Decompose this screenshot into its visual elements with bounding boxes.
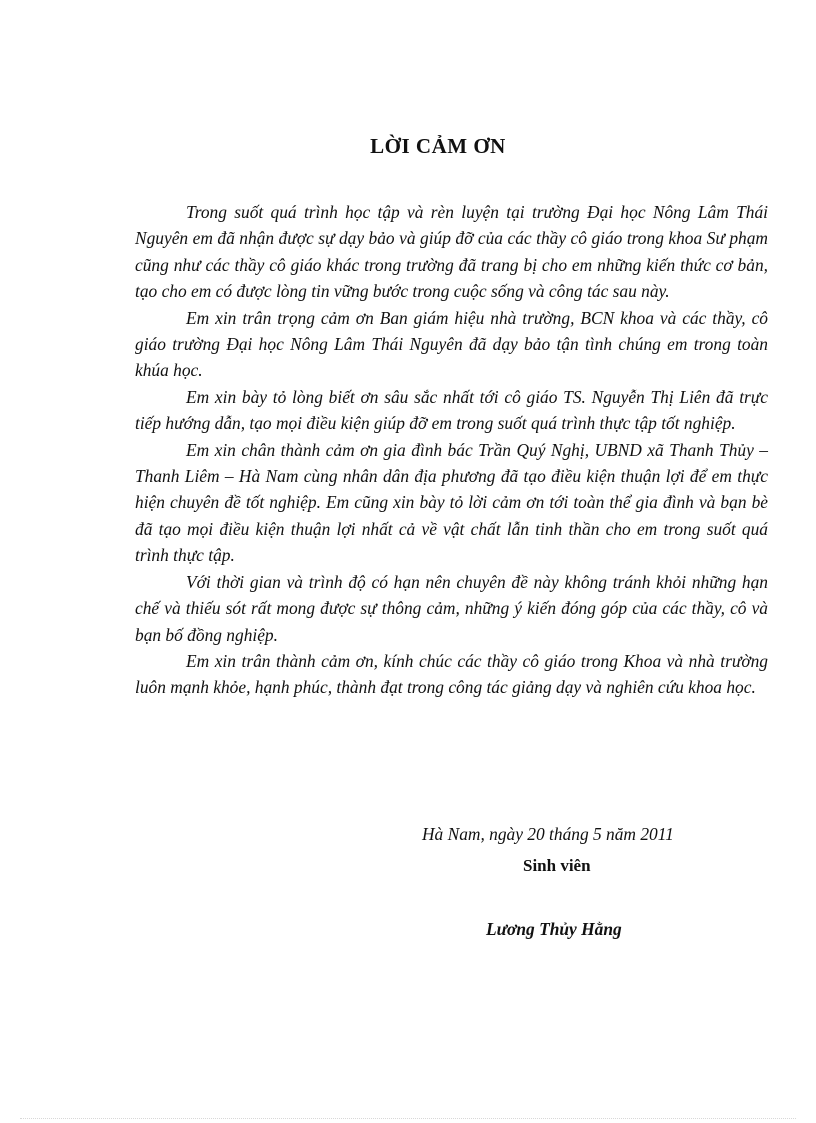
paragraph-5: Với thời gian và trình độ có hạn nên chuyên đề này không tránh khỏi những hạn chế và thiếu sót rất mong được sự thông cảm, những ý kiến đóng góp của các thầy, cô và bạn bố đồng nghiệp. xyxy=(135,571,768,645)
signature-role: Sinh viên xyxy=(523,856,591,875)
paragraph-6: Em xin trân thành cảm ơn, kính chúc các thầy cô giáo trong Khoa và nhà trường luôn mạnh khỏe, hạnh phúc, thành đạt trong công tác giảng dạy và nghiên cứu khoa học. xyxy=(135,650,768,698)
paragraph-4: Em xin chân thành cảm ơn gia đình bác Trần Quý Nghị, UBND xã Thanh Thủy – Thanh Liêm – Hà Nam cùng nhân dân địa phương đã tạo điều kiện thuận lợi để em thực hiện chuyên đề tốt nghiệp. Em cũng xin bày tỏ lời cảm ơn tới toàn thể gia đình và bạn bè đã tạo mọi điều kiện thuận lợi nhất cả về vật chất lẫn tinh thần cho em trong suốt quá trình thực tập. xyxy=(135,439,768,566)
place-date-line: Hà Nam, ngày 20 tháng 5 năm 2011 xyxy=(422,824,674,844)
signature-name: Lương Thủy Hằng xyxy=(486,919,622,939)
acknowledgement-body xyxy=(135,199,768,701)
paragraph-1: Trong suốt quá trình học tập và rèn luyện tại trường Đại học Nông Lâm Thái Nguyên em đã nhận được sự dạy bảo và giúp đỡ của các thầy cô giáo trong khoa Sư phạm cũng như các thầy cô giáo khác trong trường đã trang bị cho em những kiến thức cơ bản, tạo cho em có được lòng tin vững bước trong cuộc sống và công tác sau này. xyxy=(135,202,768,302)
paragraph-2: Em xin trân trọng cảm ơn Ban giám hiệu nhà trường, BCN khoa và các thầy, cô giáo trường Đại học Nông Lâm Thái Nguyên đã dạy bảo tận tình chúng em trong toàn khúa học. xyxy=(135,307,768,381)
page-title: LỜI CẢM ƠN xyxy=(370,134,506,158)
footer-divider xyxy=(20,1118,796,1119)
paragraph-3: Em xin bày tỏ lòng biết ơn sâu sắc nhất tới cô giáo TS. Nguyễn Thị Liên đã trực tiếp hướng dẫn, tạo mọi điều kiện giúp đỡ em trong suốt quá trình thực tập tốt nghiệp. xyxy=(135,386,768,434)
